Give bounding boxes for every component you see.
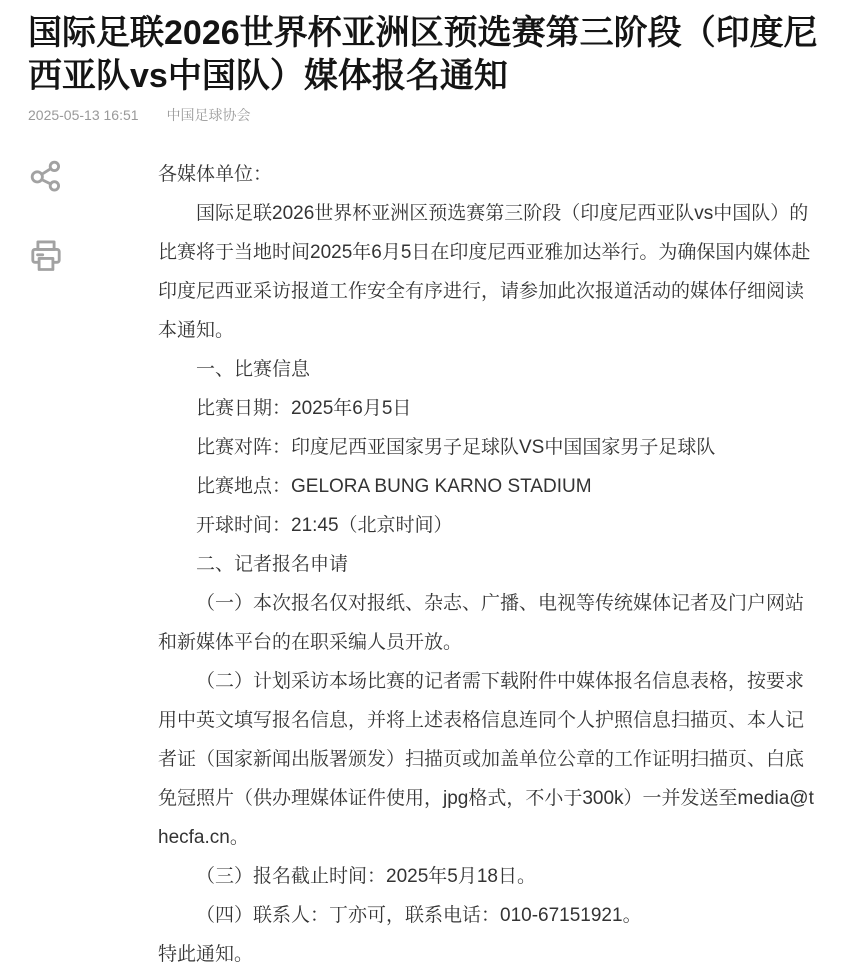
article-paragraph: （二）计划采访本场比赛的记者需下载附件中媒体报名信息表格，按要求用中英文填写报名信息，并将上述表格信息连同个人护照信息扫描页、本人记者证（国家新闻出版署颁发）扫描页或加盖单位公章的工作证明扫描页、白底免冠照片（供办理媒体证件使用，jpg格式，不小于300k）一并发送至media@thecfa.cn。 — [158, 671, 814, 848]
article-paragraph: 各媒体单位： — [158, 164, 273, 185]
article-header — [0, 0, 857, 125]
page-title: 国际足联2026世界杯亚洲区预选赛第三阶段（印度尼西亚队vs中国队）媒体报名通知 — [28, 14, 818, 95]
article-paragraph: （三）报名截止时间：2025年5月18日。 — [196, 866, 536, 887]
article-meta — [28, 105, 829, 125]
article-paragraph: 比赛对阵：印度尼西亚国家男子足球队VS中国国家男子足球队 — [196, 437, 716, 458]
article-paragraph: 特此通知。 — [158, 944, 254, 965]
share-icon — [28, 158, 64, 194]
article-paragraph: 一、比赛信息 — [196, 359, 311, 380]
share-button[interactable] — [28, 158, 64, 194]
source-label: 中国足球协会 — [166, 107, 251, 123]
article-paragraph: （一）本次报名仅对报纸、杂志、广播、电视等传统媒体记者及门户网站和新媒体平台的在职采编人员开放。 — [158, 593, 805, 653]
print-button[interactable] — [28, 238, 64, 274]
article-paragraph: 开球时间：21:45（北京时间） — [196, 515, 453, 536]
article-paragraph: 比赛日期：2025年6月5日 — [196, 398, 412, 419]
tool-rail — [0, 155, 158, 974]
article-paragraph: 二、记者报名申请 — [196, 554, 349, 575]
article-content — [158, 155, 857, 974]
article-paragraph: 比赛地点：GELORA BUNG KARNO STADIUM — [196, 476, 592, 497]
publish-timestamp: 2025-05-13 16:51 — [28, 107, 139, 123]
article-paragraph: （四）联系人：丁亦可，联系电话：010-67151921。 — [196, 905, 642, 926]
print-icon — [28, 238, 64, 274]
article-body-row — [0, 155, 857, 974]
article-paragraph: 国际足联2026世界杯亚洲区预选赛第三阶段（印度尼西亚队vs中国队）的比赛将于当地时间2025年6月5日在印度尼西亚雅加达举行。为确保国内媒体赴印度尼西亚采访报道工作安全有序进行，请参加此次报道活动的媒体仔细阅读本通知。 — [158, 203, 811, 341]
